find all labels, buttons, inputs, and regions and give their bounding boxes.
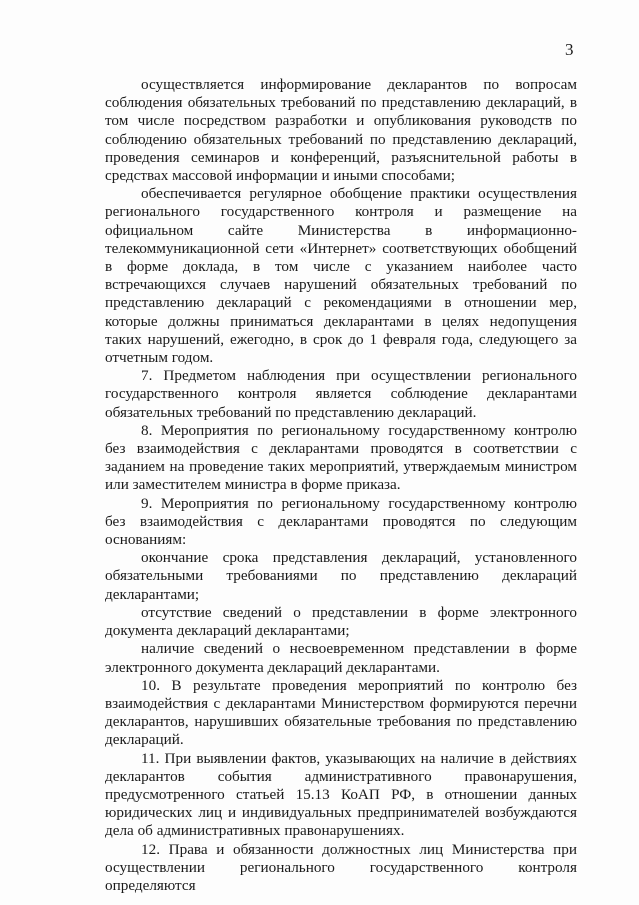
paragraph-informing: осуществляется информирование декларантов по вопросам соблюдения обязательных требований по представлению деклараций, в том числе посредством разработки и опубликования руководств по соблюдению обязательных требований по представлению деклараций, проведения семинаров и конференций, разъяснительной работы в средствах массовой информации и иными способами; [105, 76, 577, 185]
paragraph-7: 7. Предметом наблюдения при осуществлении регионального государственного контроля является соблюдение декларантами обязательных требований по представлению деклараций. [105, 367, 577, 421]
paragraph-12: 12. Права и обязанности должностных лиц Министерства при осуществлении регионального государственного контроля определяются [105, 840, 577, 894]
page-number: 3 [565, 40, 574, 59]
paragraph-generalization: обеспечивается регулярное обобщение практики осуществления регионального государственного контроля и размещение на официальном сайте Министерства в информационно-телекоммуникационной сети «Интернет» соответствующих обобщений в форме доклада, в том числе с указанием наиболее часто встречающихся случаев нарушений обязательных требований по представлению деклараций с рекомендациями в отношении мер, которые должны приниматься декларантами в целях недопущения таких нарушений, ежегодно, в срок до 1 февраля года, следующего за отчетным годом. [105, 185, 577, 367]
paragraph-9: 9. Мероприятия по региональному государственному контролю без взаимодействия с декларантами проводятся по следующим основаниям: [105, 494, 577, 549]
paragraph-11: 11. При выявлении фактов, указывающих на наличие в действиях декларантов события административного правонарушения, предусмотренного статьей 15.13 КоАП РФ, в отношении данных юридических лиц и индивидуальных предпринимателей возбуждаются дела об административных правонарушениях. [105, 749, 577, 840]
paragraph-8: 8. Мероприятия по региональному государственному контролю без взаимодействия с декларантами проводятся в соответствии с заданием на проведение таких мероприятий, утверждаемым министром или заместителем министра в форме приказа. [105, 421, 577, 494]
paragraph-10: 10. В результате проведения мероприятий по контролю без взаимодействия с декларантами Министерством формируются перечни декларантов, нарушивших обязательные требования по представлению деклараций. [105, 676, 577, 749]
paragraph-basis-absence: отсутствие сведений о представлении в форме электронного документа деклараций декларантами; [105, 603, 577, 640]
document-body [105, 76, 577, 895]
paragraph-basis-deadline: окончание срока представления деклараций, установленного обязательными требованиями по представлению деклараций декларантами; [105, 549, 577, 603]
paragraph-basis-late: наличие сведений о несвоевременном представлении в форме электронного документа деклараций декларантами. [105, 640, 577, 676]
